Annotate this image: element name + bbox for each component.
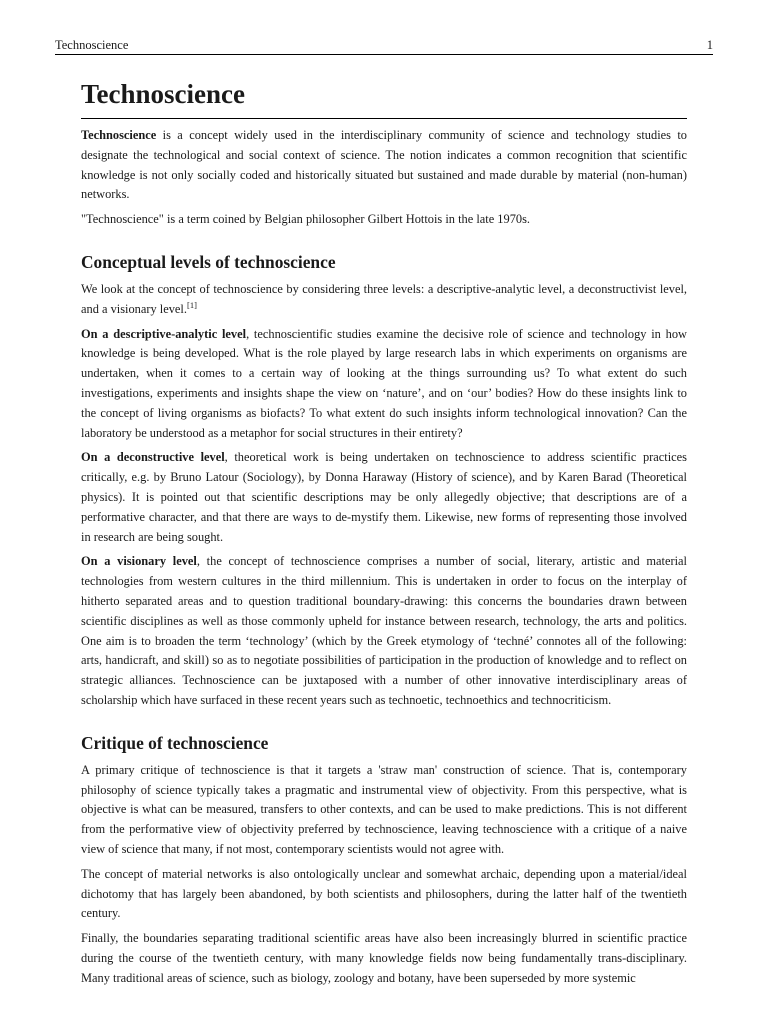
page-number: 1 — [706, 38, 713, 52]
descriptive-analytic-text: , technoscientific studies examine the decisive role of science and technology in how knowledge is being developed. What is the role played by large research labs in which experiments on organisms are undertaken, when it comes to a certain way of looking at the things surrounding us? To what extent do such investigations, experiments and insights shape the view on ‘nature’, and on ‘our’ bodies? How do these insights link to the concept of living organisms as biofacts? To what extent do such insights inform technological innovation? Can the laboratory be understood as a metaphor for social structures in their entirety? — [81, 326, 687, 440]
descriptive-analytic-paragraph — [81, 325, 687, 444]
page-header — [55, 36, 713, 55]
critique-paragraph-2: The concept of material networks is also ontologically unclear and somewhat archaic, depending upon a material/ideal dichotomy that has largely been abandoned, by both scientists and philosophers, during the latter half of the twentieth century. — [81, 866, 687, 921]
coined-paragraph: "Technoscience" is a term coined by Belgian philosopher Gilbert Hottois in the late 1970s. — [81, 212, 531, 227]
visionary-text: , the concept of technoscience comprises a number of social, literary, artistic and material technologies from western cultures in the third millennium. This is undertaken in order to focus on the interplay of hitherto separated areas and to question traditional boundary-drawing: this concerns the boundaries drawn between scientific disciplines as well as those commonly upheld for instance between research, technology, the arts and politics. One aim is to broaden the term ‘technology’ (which by the Greek etymology of ‘techné’ connotes all of the following: arts, handicraft, and skill) so as to negotiate possibilities of participation in the production of knowledge and to reflect on strategic alliances. Technoscience can be juxtaposed with a number of other innovative interdisciplinary areas of scholarship which have surfaced in these recent years such as technoetic, technoethics and technocriticism. — [81, 554, 687, 707]
reference-link[interactable]: [1] — [186, 299, 197, 310]
article-title: Technoscience — [81, 76, 687, 119]
intro-paragraph — [81, 126, 687, 205]
deconstructive-lead: On a deconstructive level — [81, 450, 225, 465]
running-title: Technoscience — [55, 38, 129, 52]
intro-text: is a concept widely used in the interdisciplinary community of science and technology studies to designate the technological and social context of science. The notion indicates a common recognition that scientific knowledge is not only socially coded and historically situated but sustained and made durable by material (non-human) networks. — [81, 128, 687, 202]
article-body — [81, 76, 687, 993]
deconstructive-text: , theoretical work is being undertaken on technoscience to address scientific practices critically, e.g. by Bruno Latour (Sociology), by Donna Haraway (History of science), and by Karen Barad (Theoretical physics). It is pointed out that scientific descriptions may be only allegedly objective; that descriptions are of a performative character, and that there are ways to de-mystify them. Likewise, new forms of representing those involved in research are being sought. — [81, 450, 687, 544]
descriptive-analytic-lead: On a descriptive-analytic level — [81, 326, 247, 341]
section-heading-conceptual-levels: Conceptual levels of technoscience — [81, 251, 336, 272]
deconstructive-paragraph — [81, 448, 687, 547]
levels-paragraph — [81, 280, 687, 320]
visionary-paragraph — [81, 552, 687, 710]
critique-paragraph-1: A primary critique of technoscience is that it targets a 'straw man' construction of science. That is, contemporary philosophy of science typically takes a pragmatic and instrumental view of objectivity. From this perspective, what is objective is what can be measured, transfers to other contexts, and can be used to make predictions. This is not different from the performative view of objectivity preferred by technoscience, leaving technoscience with a critique of a naive view of science that many, if not most, contemporary scientists would not agree with. — [81, 762, 687, 856]
levels-text: We look at the concept of technoscience by considering three levels: a descriptive-analytic level, a deconstructivist level, and a visionary level. — [81, 281, 687, 316]
intro-term: Technoscience — [81, 128, 157, 142]
section-heading-critique: Critique of technoscience — [81, 732, 269, 753]
critique-paragraph-3: Finally, the boundaries separating traditional scientific areas have also been increasingly blurred in scientific practice during the course of the twentieth century, with many knowledge fields now being fundamentally trans-disciplinary. Many traditional areas of science, such as biology, zoology and botany, have been superseded by more systemic — [81, 931, 687, 985]
visionary-lead: On a visionary level — [81, 554, 197, 569]
